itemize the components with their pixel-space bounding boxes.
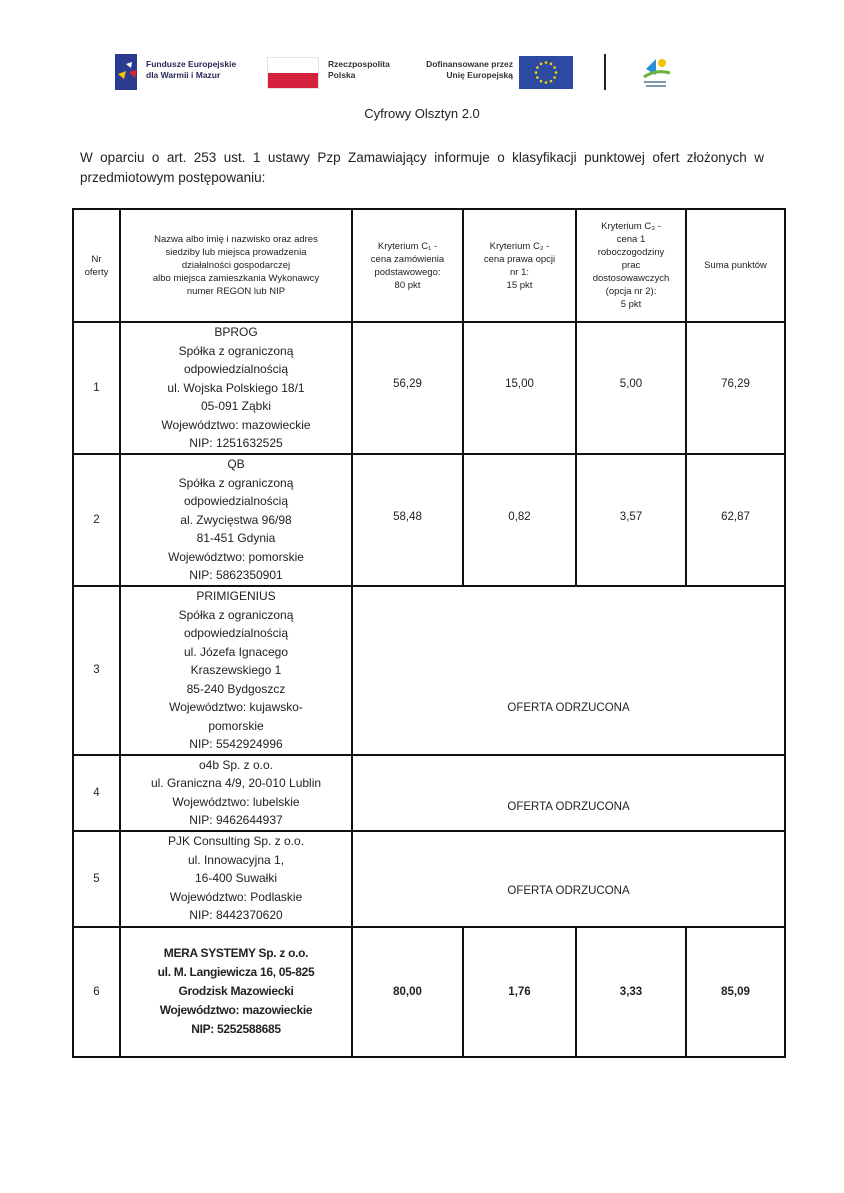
eu-star-icon: [536, 76, 539, 79]
cell-line: NIP: 5542924996: [189, 737, 283, 751]
cell-line: NIP: 8442370620: [189, 908, 283, 923]
cell-line: Spółka z ograniczoną: [178, 475, 294, 490]
cell-line: oferty: [84, 266, 109, 278]
eu-star-icon: [536, 66, 539, 69]
header-c2: [463, 209, 576, 322]
score-sum: 76,29: [686, 322, 785, 454]
cell-line: odpowiedzialnością: [183, 362, 289, 377]
score-c1: 56,29: [352, 322, 463, 454]
cell-line: PRIMIGENIUS: [196, 589, 276, 603]
polish-flag-icon: [267, 57, 319, 89]
cell-line: Nazwa albo imię i nazwisko oraz adres: [154, 234, 318, 245]
contractor-details: [120, 927, 352, 1057]
cell-line: Kryterium C₁ -: [377, 240, 438, 252]
cell-line: 05-091 Ząbki: [200, 399, 272, 414]
cell-line: MERA SYSTEMY Sp. z o.o.: [163, 946, 309, 960]
eu-star-icon: [540, 80, 543, 83]
cell-line: odpowiedzialnością: [183, 626, 289, 640]
cell-line: NIP: 1251632525: [189, 436, 283, 451]
eu-star-icon: [553, 76, 556, 79]
cell-line: NIP: 9462644937: [189, 813, 283, 827]
cell-line: Spółka z ograniczoną: [178, 607, 294, 622]
cell-line: 15 pkt: [506, 279, 533, 291]
cell-line: al. Zwycięstwa 96/98: [180, 512, 292, 527]
eu-star-icon: [535, 71, 538, 74]
eu-star-icon: [545, 81, 548, 84]
table-row: [73, 322, 785, 454]
results-table: [72, 208, 786, 1058]
offer-number: 1: [73, 322, 120, 454]
table-row: [73, 927, 785, 1057]
cell-line: Województwo: Podlaskie: [169, 889, 303, 904]
eu-star-icon: [555, 71, 558, 74]
score-c3: 3,57: [576, 454, 686, 586]
score-c3: 3,33: [576, 927, 686, 1057]
cell-line: (opcja nr 2):: [605, 286, 657, 297]
cell-line: Grodzisk Mazowiecki: [178, 984, 294, 998]
offer-number: 3: [73, 586, 120, 755]
eu-line-2: Unię Europejską: [446, 70, 513, 80]
offer-number: 2: [73, 454, 120, 586]
cell-line: 16-400 Suwałki: [194, 871, 278, 886]
header-name: [120, 209, 352, 322]
cell-line: PJK Consulting Sp. z o.o.: [167, 834, 305, 849]
contractor-details: [120, 586, 352, 755]
cell-line: Województwo: lubelskie: [172, 794, 300, 809]
cell-line: numer REGON lub NIP: [186, 286, 286, 297]
cell-line: ul. Innowacyjna 1,: [187, 852, 285, 867]
cell-line: 85-240 Bydgoszcz: [186, 681, 286, 696]
eu-flag-icon: [519, 56, 573, 89]
score-sum: 85,09: [686, 927, 785, 1057]
cell-line: pomorskie: [208, 718, 264, 733]
cell-line: odpowiedzialnością: [183, 494, 289, 509]
score-c2: 0,82: [463, 454, 576, 586]
cell-line: Województwo: pomorskie: [168, 549, 304, 564]
cell-line: roboczogodziny: [597, 247, 665, 258]
cell-line: 5 pkt: [620, 299, 642, 310]
cell-line: Kraszewskiego 1: [190, 663, 282, 677]
document-title: Cyfrowy Olsztyn 2.0: [364, 106, 480, 121]
eu-star-icon: [553, 66, 556, 69]
cell-line: Województwo: mazowieckie: [159, 1003, 313, 1017]
contractor-details: [120, 322, 352, 454]
cell-line: 80 pkt: [394, 279, 421, 291]
eu-cofinancing-label: [415, 59, 513, 81]
cell-line: cena 1: [616, 234, 646, 245]
score-c1: 80,00: [352, 927, 463, 1057]
fe-line-1: Fundusze Europejskie: [146, 59, 237, 69]
logo-separator: [604, 54, 606, 90]
cell-line: cena zamówienia: [370, 253, 445, 265]
warmia-mazury-logo-icon: [638, 55, 674, 89]
cell-line: Spółka z ograniczoną: [178, 343, 294, 358]
offer-rejected-status: OFERTA ODRZUCONA: [352, 831, 785, 927]
fe-line-2: dla Warmii i Mazur: [146, 70, 221, 80]
rzeczpospolita-label: [328, 59, 390, 81]
score-c2: 15,00: [463, 322, 576, 454]
cell-line: QB: [227, 457, 245, 472]
cell-line: prac: [621, 260, 641, 271]
offer-rejected-status: OFERTA ODRZUCONA: [352, 586, 785, 755]
table-row: [73, 831, 785, 927]
header-c1: [352, 209, 463, 322]
contractor-details: [120, 755, 352, 831]
offer-number: 4: [73, 755, 120, 831]
cell-line: dostosowawczych: [592, 273, 670, 284]
table-row: [73, 454, 785, 586]
fundusze-europejskie-logo-icon: [115, 54, 137, 90]
cell-line: ul. Wojska Polskiego 18/1: [167, 380, 305, 395]
offer-number: 5: [73, 831, 120, 927]
offer-rejected-status: OFERTA ODRZUCONA: [352, 755, 785, 831]
offer-number: 6: [73, 927, 120, 1057]
eu-star-icon: [545, 61, 548, 64]
contractor-details: [120, 454, 352, 586]
cell-line: nr 1:: [509, 266, 529, 278]
fundusze-europejskie-label: [146, 59, 236, 81]
intro-paragraph: W oparciu o art. 253 ust. 1 ustawy Pzp Zamawiający informuje o klasyfikacji punktowej ofert złożonych w przedmiotowym postępowaniu:: [80, 150, 764, 185]
cell-line: Kryterium C₃ -: [601, 221, 661, 232]
cell-line: Suma punktów: [704, 260, 767, 271]
cell-line: NIP: 5862350901: [189, 568, 283, 583]
score-c2: 1,76: [463, 927, 576, 1057]
eu-star-icon: [550, 63, 553, 66]
cell-line: BPROG: [214, 325, 258, 340]
cell-line: siedziby lub miejsca prowadzenia: [165, 247, 307, 258]
eu-star-icon: [550, 80, 553, 83]
cell-line: ul. Józefa Ignacego: [183, 644, 289, 659]
score-sum: 62,87: [686, 454, 785, 586]
score-c1: 58,48: [352, 454, 463, 586]
cell-line: cena prawa opcji: [483, 253, 556, 265]
table-header-row: [73, 209, 785, 322]
header-c3: [576, 209, 686, 322]
cell-line: NIP: 5252588685: [191, 1022, 281, 1036]
eu-line-1: Dofinansowane przez: [426, 59, 513, 69]
cell-line: o4b Sp. z o.o.: [198, 757, 274, 772]
cell-line: Województwo: mazowieckie: [161, 417, 311, 432]
contractor-details: [120, 831, 352, 927]
cell-line: Województwo: kujawsko-: [169, 700, 303, 714]
cell-line: podstawowego:: [374, 266, 441, 278]
header-nr: [73, 209, 120, 322]
header-sum: [686, 209, 785, 322]
cell-line: ul. Graniczna 4/9, 20-010 Lublin: [150, 776, 322, 790]
rp-line-2: Polska: [328, 70, 356, 80]
header-logos: [115, 52, 685, 92]
score-c3: 5,00: [576, 322, 686, 454]
eu-star-icon: [540, 63, 543, 66]
rp-line-1: Rzeczpospolita: [328, 59, 390, 69]
cell-line: 81-451 Gdynia: [196, 531, 276, 546]
cell-line: ul. M. Langiewicza 16, 05-825: [157, 965, 315, 979]
cell-line: działalności gospodarczej: [181, 260, 291, 271]
cell-line: Kryterium C₂ -: [489, 240, 550, 252]
table-row: [73, 755, 785, 831]
cell-line: albo miejsca zamieszkania Wykonawcy: [152, 273, 320, 284]
table-row: [73, 586, 785, 755]
cell-line: Nr: [91, 253, 102, 265]
